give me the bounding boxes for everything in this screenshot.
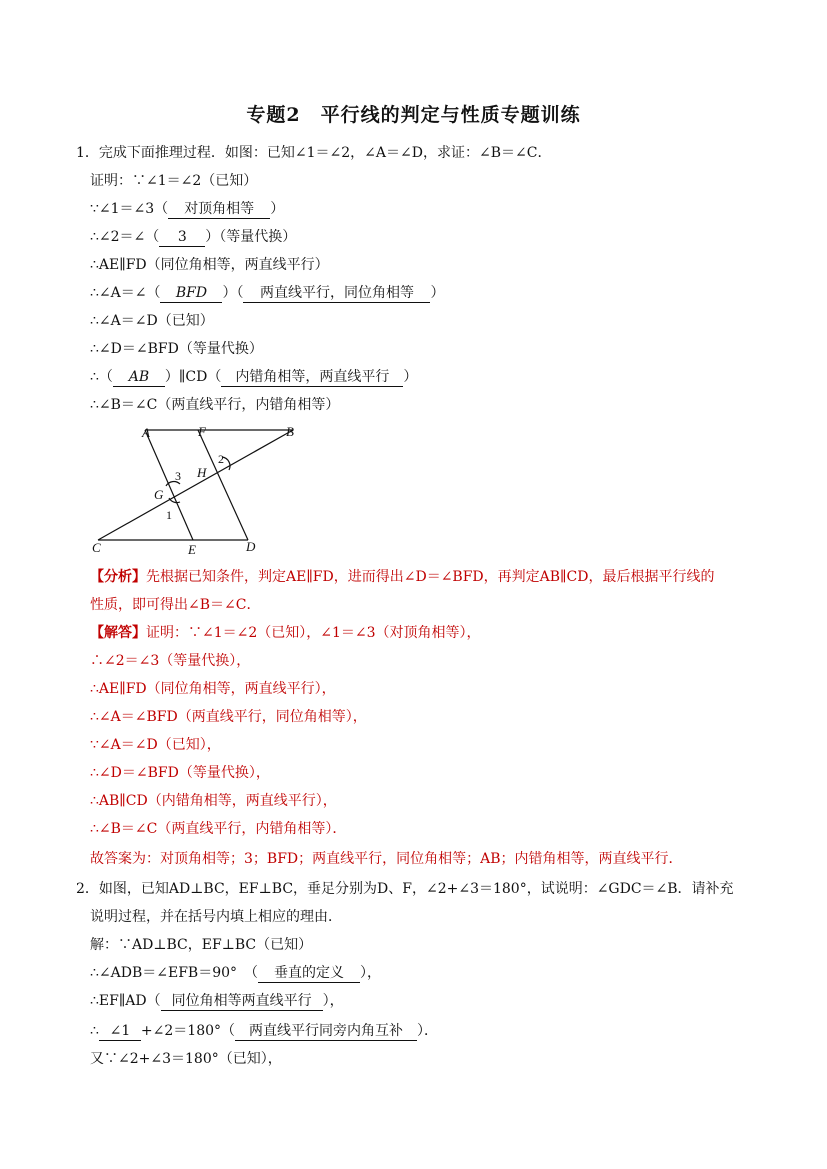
page-title: 专题2 平行线的判定与性质专题训练 [246, 104, 581, 126]
answer-line-7: ∴AB∥CD（内错角相等，两直线平行）， [90, 793, 337, 809]
analysis-line-1: 【分析】先根据已知条件，判定AE∥FD，进而得出∠D＝∠BFD，再判定AB∥CD，最后根据平行线的 [90, 569, 715, 585]
point-label-b: B [286, 424, 294, 439]
answer-blank: 内错角相等，两直线平行 [221, 368, 403, 387]
analysis-line-2: 性质，即可得出∠B＝∠C． [90, 597, 261, 613]
geometry-figure [88, 420, 318, 560]
answer-line-5: ∵∠A＝∠D（已知）， [90, 737, 221, 753]
answer-blank: BFD [160, 284, 222, 303]
answer-line-4: ∴∠A＝∠BFD（两直线平行，同位角相等）， [90, 709, 367, 725]
line-cb [98, 430, 293, 540]
answer-line-6: ∴∠D＝∠BFD（等量代换）， [90, 765, 270, 781]
point-label-e: E [188, 542, 196, 557]
answer-blank: 3 [159, 228, 205, 247]
q1-step-5: ∴∠A＝∠（ BFD ）（ 两直线平行，同位角相等 ） [90, 285, 445, 301]
answer-line-1: 【解答】证明：∵∠1＝∠2（已知），∠1＝∠3（对顶角相等）， [90, 625, 481, 641]
answer-blank: 垂直的定义 [258, 964, 360, 983]
answer-blank: 两直线平行，同位角相等 [243, 284, 430, 303]
analysis-tag: 【分析】 [90, 569, 146, 585]
line-ae [145, 430, 193, 540]
q1-step-8: ∴（ AB ）∥CD（ 内错角相等，两直线平行 ） [90, 369, 418, 385]
q1-step-6: ∴∠A＝∠D（已知） [90, 313, 214, 329]
q2-step-3: ∴EF∥AD（ 同位角相等两直线平行 ）， [90, 993, 344, 1009]
point-label-c: C [92, 540, 101, 555]
q1-step-3: ∴∠2＝∠（ 3 ）（等量代换） [90, 229, 297, 245]
answer-blank: ∠1 [99, 1022, 141, 1041]
point-label-d: D [246, 539, 256, 554]
q1-step-1: 证明：∵∠1＝∠2（已知） [90, 173, 258, 189]
angle-label-2: 2 [218, 452, 224, 466]
point-label-f: F [198, 424, 206, 439]
answer-blank: 同位角相等两直线平行 [161, 992, 323, 1011]
answer-line-2: ∴∠2＝∠3（等量代换）， [90, 653, 251, 669]
angle-label-1: 1 [166, 508, 172, 522]
line-fd [198, 430, 248, 540]
q2-step-5: 又∵∠2+∠3＝180°（已知）， [90, 1051, 282, 1067]
q2-step-1: 解：∵AD⊥BC，EF⊥BC（已知） [90, 937, 313, 953]
answer-blank: 两直线平行同旁内角互补 [235, 1022, 417, 1041]
answer-tag: 【解答】 [90, 625, 146, 641]
point-label-a: A [142, 425, 150, 440]
answer-blank: 对顶角相等 [168, 200, 270, 219]
point-label-h: H [197, 465, 207, 480]
angle-label-3: 3 [175, 469, 181, 483]
q2-stem-2: 说明过程，并在括号内填上相应的理由． [90, 909, 342, 925]
q1-step-4: ∴AE∥FD（同位角相等，两直线平行） [90, 257, 329, 273]
q1-step-7: ∴∠D＝∠BFD（等量代换） [90, 341, 263, 357]
point-label-g: G [154, 487, 164, 502]
q1-step-2: ∵∠1＝∠3（ 对顶角相等 ） [90, 201, 285, 217]
answer-blank: AB [113, 368, 165, 387]
q2-stem-1: 2．如图，已知AD⊥BC，EF⊥BC，垂足分别为D、F，∠2+∠3＝180°，试说明：∠GDC＝∠B．请补充 [76, 881, 734, 897]
final-answer: 故答案为：对顶角相等；3；BFD；两直线平行，同位角相等；AB；内错角相等，两直线平行． [90, 851, 683, 867]
q1-stem: 1．完成下面推理过程．如图：已知∠1＝∠2，∠A＝∠D，求证：∠B＝∠C． [76, 145, 552, 161]
answer-line-8: ∴∠B＝∠C（两直线平行，内错角相等）． [90, 821, 347, 837]
q2-step-2: ∴∠ADB＝∠EFB＝90° （ 垂直的定义 ）， [90, 965, 382, 981]
q2-step-4: ∴ ∠1 +∠2＝180°（ 两直线平行同旁内角互补 ）． [90, 1023, 439, 1039]
answer-line-3: ∴AE∥FD（同位角相等，两直线平行）， [90, 681, 336, 697]
q1-step-9: ∴∠B＝∠C（两直线平行，内错角相等） [90, 397, 340, 413]
